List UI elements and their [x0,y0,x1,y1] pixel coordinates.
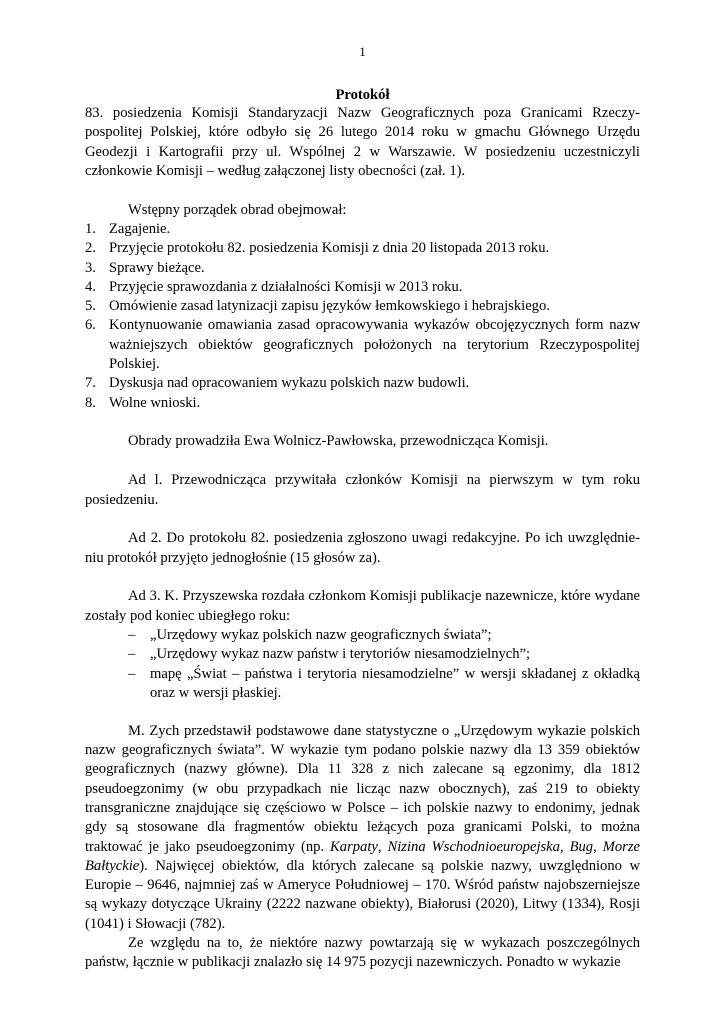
chair-paragraph: Obrady prowadziła Ewa Wolnicz-Pawłowska, przewodnicząca Komisji. [128,433,549,450]
separator: , [377,838,388,855]
document-title: Protokół [335,87,390,103]
publication-text: „Urzędowy wykaz polskich nazw geograficznych świata”; [150,627,492,644]
agenda-item-text: Zagajenie. [109,220,171,237]
ad3-paragraph: Ad 3. K. Przyszewska rozdała członkom Komisji publikacje nazewnicze, które wydane zostały pod koniec ubiegłego roku: [85,588,640,624]
last-paragraph: Ze względu na to, że niektóre nazwy powtarzają się w wykazach poszczególnych państw, łącznie w publikacji znalazło się 14 975 pozycji nazewniczych. Ponadto w wykazie [85,934,640,971]
intro-paragraph: 83. posiedzenia Komisji Standaryzacji Nazw Geograficznych poza Granicami Rzeczypospolitej Polskiej, które odbyło się 26 lutego 2014 roku w gmachu Głównego Urzędu Geodezji i Kartografii przy ul. Wspólnej 2 w Warszawie. W posiedzeniu uczestniczyli członkowie Komisji – według załączonej listy obecności (zał. 1). [85,105,640,179]
ad1-paragraph: Ad l. Przewodnicząca przywitała członków Komisji na pierwszym w tym roku posiedzeniu. [85,472,640,508]
agenda-item-text: Przyjęcie protokołu 82. posiedzenia Komisji z dnia 20 listopada 2013 roku. [109,240,550,257]
page-number: 1 [359,44,366,59]
publication-item [85,645,640,664]
agenda-item-text: Przyjęcie sprawozdania z działalności Komisji w 2013 roku. [109,278,463,295]
agenda-item [85,239,640,258]
dash-bullet: – [128,665,136,682]
agenda-item [85,220,640,239]
statistics-text: M. Zych przedstawił podstawowe dane statystyczne o „Urzędowym wykazie polskich nazw geograficznych świata”. W wykazie tym podano polskie nazwy dla 13 359 obiektów geograficznych (nazwy główne). Dla 11 328 z nich zalecane są egzonimy, dla 1812 pseudoegzonimy (w obu przypadkach nie licząc nazw obocznych), zaś 219 to obiekty transgraniczne znajdujące się częściowo w Polsce – ich polskie nazwy to endonimy, jednak gdy są stosowane dla fragmentów obiektu leżących poza granicami Polski, to można traktować je jako pseudoegzonimy (np. [85,722,640,855]
agenda-heading: Wstępny porządek obrad obejmował: [128,201,347,218]
separator: , [593,838,603,855]
example-name: Karpaty [330,838,378,855]
ad2-paragraph: Ad 2. Do protokołu 82. posiedzenia zgłoszono uwagi redakcyjne. Po ich uwzględnieniu protokół przyjęto jednogłośnie (15 głosów za). [85,530,640,566]
document-body [85,104,640,973]
dash-bullet: – [128,627,136,644]
agenda-item [85,278,640,297]
separator: , [559,838,570,855]
agenda-list [85,220,640,413]
publication-item [85,626,640,645]
statistics-text: ). Najwięcej obiektów, dla których zalecane są polskie nazwy, uwzględniono w Europie – 9646, najmniej zaś w Ameryce Południowej – 170. Wśród państw najobszerniejsze są wykazy dotyczące Ukrainy (2222 nazwane obiekty), Białorusi (2020), Litwy (1334), Rosji (1041) i Słowacji (782). [85,857,640,932]
agenda-item [85,394,640,413]
agenda-item-text: Kontynuowanie omawiania zasad opracowywania wykazów obcojęzycznych form nazw ważniejszych obiektów geograficznych położonych na terytorium Rzeczypospolitej Polskiej. [109,317,640,373]
publication-item [85,665,640,704]
agenda-item-number: 4. [85,278,96,295]
agenda-item-number: 8. [85,394,96,411]
agenda-item-number: 1. [85,220,96,237]
agenda-item [85,259,640,278]
statistics-paragraph [85,722,640,934]
example-name: Morze Bałtyckie [85,838,641,874]
agenda-item-text: Omówienie zasad latynizacji zapisu języków łemkowskiego i hebrajskiego. [109,298,550,315]
example-name: Bug [569,838,594,855]
publication-text: mapę „Świat – państwa i terytoria niesamodzielne” w wersji składanej z okładką oraz w wersji płaskiej. [150,665,640,701]
agenda-item [85,297,640,316]
agenda-item-text: Dyskusja nad opracowaniem wykazu polskich nazw budowli. [109,375,470,392]
agenda-item-text: Sprawy bieżące. [109,259,205,276]
agenda-item [85,374,640,393]
agenda-item-number: 5. [85,298,96,315]
agenda-item-number: 2. [85,240,96,257]
agenda-item-number: 3. [85,259,96,276]
dash-bullet: – [128,646,136,663]
agenda-item-number: 7. [85,375,96,392]
example-name: Nizina Wschodnioeuropejska [387,838,560,855]
publication-text: „Urzędowy wykaz nazw państw i terytoriów niesamodzielnych”; [150,646,531,663]
agenda-item-number: 6. [85,317,96,334]
agenda-item [85,316,640,374]
publications-list [85,626,640,703]
agenda-item-text: Wolne wnioski. [109,394,201,411]
